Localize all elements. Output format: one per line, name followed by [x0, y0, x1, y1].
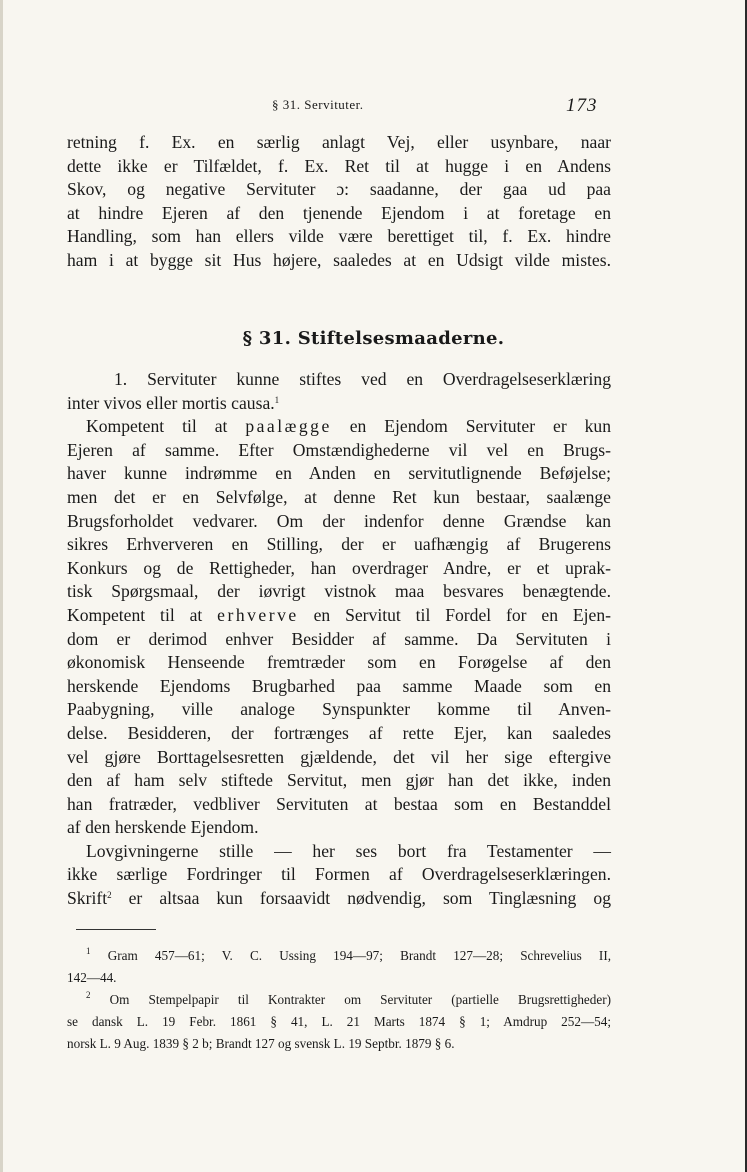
text-line: Ejeren af samme. Efter Omstændighederne vil vel en Brugs-: [67, 439, 611, 460]
footnote-number: 2: [86, 990, 91, 1000]
text-line: vel gjøre Borttagelsesretten gjældende, det vil her sige eftergive: [67, 746, 611, 767]
text-line: at hindre Ejeren af den tjenende Ejendom i at foretage en: [67, 202, 611, 223]
text-fragment: Skrift: [67, 888, 108, 909]
text-fragment: Kompetent til at: [86, 416, 246, 437]
footnote-marker: 2: [107, 890, 112, 901]
emphasized-word: paalægge: [245, 416, 332, 437]
footnote-marker: 1: [274, 394, 280, 405]
text-line: tisk Spørgsmaal, der iøvrigt vistnok maa besvares benægtende.: [67, 581, 611, 602]
text-line: Konkurs og de Rettigheder, han overdrager Andre, er et uprak-: [67, 557, 611, 578]
page-number: 173: [566, 95, 598, 116]
text-line: dom er derimod enhver Besidder af samme. Da Servituten i: [67, 628, 611, 649]
text-fragment: er altsaa kun forsaavidt nødvendig, som Tinglæsning og: [111, 888, 611, 909]
text-line: af den herskende Ejendom.: [67, 817, 259, 838]
text-line: den af ham selv stiftede Servitut, men gjør han det ikke, inden: [67, 770, 611, 791]
text-line: dette ikke er Tilfældet, f. Ex. Ret til at hugge i en Andens: [67, 155, 611, 176]
section-heading: § 31. Stiftelsesmaaderne.: [242, 328, 505, 349]
footnote-number: 1: [86, 946, 91, 956]
footnote-line: se dansk L. 19 Febr. 1861 § 41, L. 21 Marts 1874 § 1; Amdrup 252—54;: [67, 1014, 611, 1029]
text-line: herskende Ejendoms Brugbarhed paa samme Maade som en: [67, 675, 611, 696]
footnote-line: [67, 945, 611, 967]
text-line: økonomisk Henseende fremtræder som en Forøgelse af den: [67, 652, 611, 673]
section-body: [67, 368, 611, 911]
text-line: retning f. Ex. en særlig anlagt Vej, eller usynbare, naar: [67, 132, 611, 152]
footnote-line: 142—44.: [67, 970, 117, 985]
continued-paragraph: [67, 131, 611, 273]
page-left-edge: [0, 0, 3, 1172]
text-line: [67, 887, 611, 911]
text-line: men det er en Selvfølge, at denne Ret kun bestaar, saalænge: [67, 486, 611, 507]
running-head-section: § 31. Servituter.: [272, 97, 364, 112]
footnotes: [67, 945, 611, 1055]
text-line: haver kunne indrømme en Anden en servitutlignende Beføjelse;: [67, 463, 611, 484]
text-line: delse. Besidderen, der fortrænges af rette Ejer, kan saaledes: [67, 722, 611, 743]
text-line: Paabygning, ville analoge Synspunkter komme til Anven-: [67, 699, 611, 720]
footnote-line: [67, 989, 611, 1011]
text-line: han fratræder, vedbliver Servituten at bestaa som en Bestanddel: [67, 793, 611, 814]
text-line: Lovgivningerne stille — her ses bort fra Testamenter —: [86, 840, 611, 861]
text-fragment: Gram 457—61; V. C. Ussing 194—97; Brandt 127—28; Schrevelius II,: [107, 948, 612, 963]
text-line: ikke særlige Fordringer til Formen af Overdragelseserklæringen.: [67, 864, 611, 885]
text-line: [67, 415, 611, 439]
text-fragment: inter vivos eller mortis causa.: [67, 392, 275, 413]
text-line: ham i at bygge sit Hus højere, saaledes at en Udsigt vilde mistes.: [67, 249, 611, 270]
text-fragment: en Ejendom Servituter er kun: [331, 416, 611, 437]
text-fragment: Kompetent til at: [67, 604, 218, 625]
text-line: [67, 392, 611, 416]
text-line: Handling, som han ellers vilde være berettiget til, f. Ex. hindre: [67, 226, 611, 247]
text-line: 1. Servituter kunne stiftes ved en Overdragelseserklæring: [114, 369, 611, 389]
text-fragment: en Servitut til Fordel for en Ejen-: [298, 604, 611, 625]
footnote-rule: [76, 929, 156, 930]
text-line: Skov, og negative Servituter ɔ: saadanne, der gaa ud paa: [67, 179, 611, 200]
text-line: [67, 604, 611, 628]
footnote-line: norsk L. 9 Aug. 1839 § 2 b; Brandt 127 og svensk L. 19 Septbr. 1879 § 6.: [67, 1036, 455, 1051]
text-fragment: Om Stempelpapir til Kontrakter om Servituter (partielle Brugsrettigheder): [109, 992, 611, 1007]
text-line: sikres Erhververen en Stilling, der er uafhængig af Brugerens: [67, 534, 611, 555]
emphasized-word: erhverve: [217, 604, 299, 625]
text-line: Brugsforholdet vedvarer. Om der indenfor denne Grændse kan: [67, 510, 611, 531]
running-head: [0, 95, 747, 119]
